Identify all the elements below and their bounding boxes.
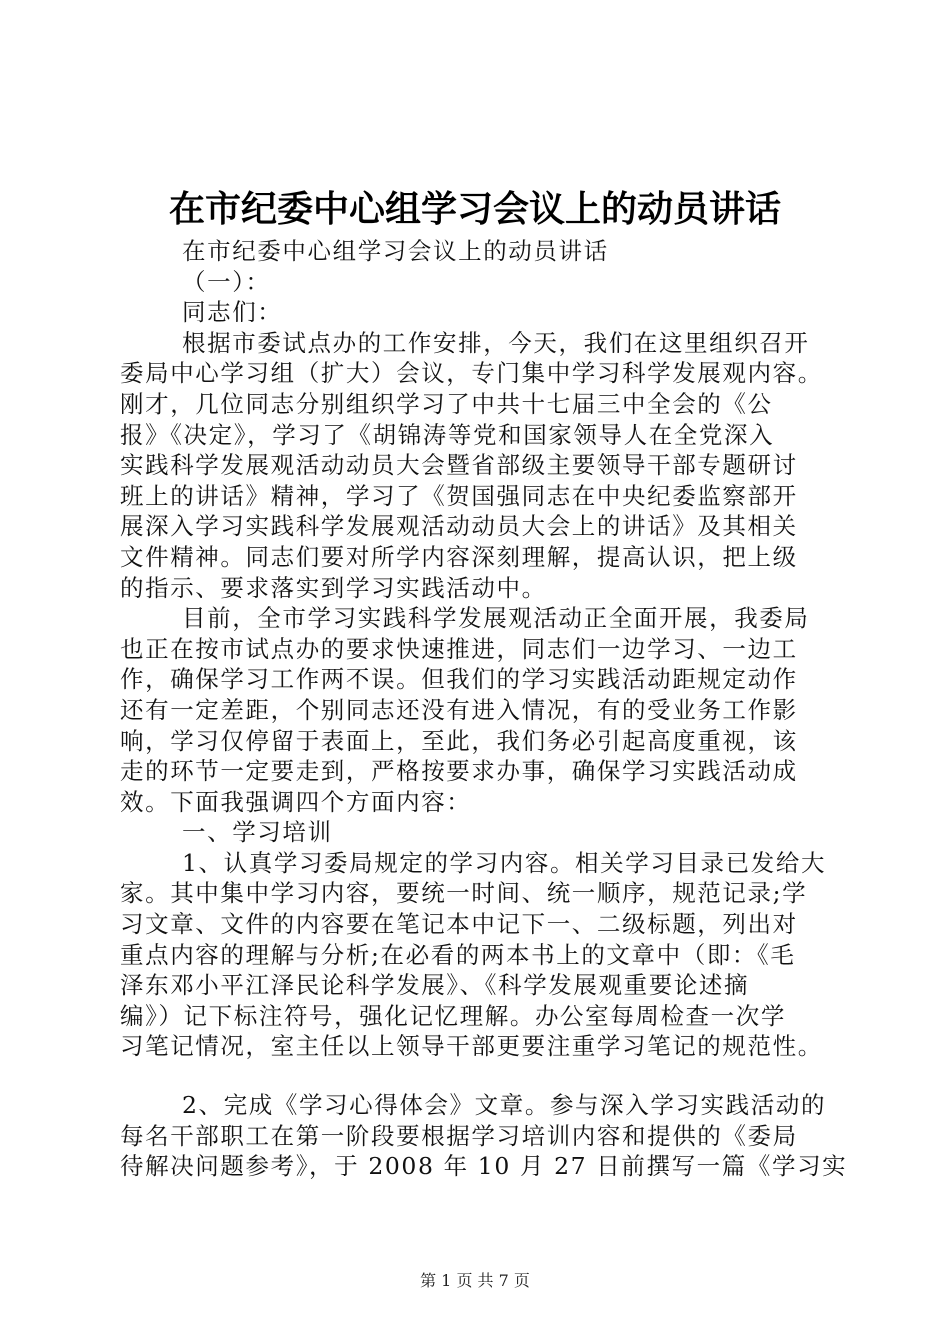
text-line: 重点内容的理解与分析;在必看的两本书上的文章中（即：《毛 [120,940,796,969]
text-line: 班上的讲话》精神，学习了《贺国强同志在中央纪委监察部开 [120,481,798,510]
text-line: 泽东邓小平江泽民论科学发展》、《科学发展观重要论述摘 [120,971,750,1000]
text-line: 在市纪委中心组学习会议上的动员讲话 [182,237,609,265]
text-line: 效。下面我强调四个方面内容： [120,787,472,816]
text-line: （一）： [182,267,271,296]
text-line: 1、认真学习委局规定的学习内容。相关学习目录已发给大 [182,848,827,877]
text-line: 委局中心学习组（扩大）会议，专门集中学习科学发展观内容。 [120,359,823,388]
text-line: 2、完成《学习心得体会》文章。参与深入学习实践活动的 [182,1091,827,1120]
text-line: 目前，全市学习实践科学发展观活动正全面开展，我委局 [182,604,810,633]
paragraph-gap [120,1062,832,1090]
text-line: 还有一定差距，个别同志还没有进入情况，有的受业务工作影 [120,695,798,724]
text-line: 每名干部职工在第一阶段要根据学习培训内容和提供的《委局 [120,1121,798,1150]
text-line: 同志们： [182,298,283,327]
document-title: 在市纪委中心组学习会议上的动员讲话 [168,189,781,230]
text-line: 编》）记下标注符号，强化记忆理解。办公室每周检查一次学 [120,1001,786,1030]
text-line: 根据市委试点办的工作安排，今天，我们在这里组织召开 [182,328,810,357]
text-line: 待解决问题参考》，于 2008 年 10 月 27 日前撰写一篇《学习实 [120,1152,848,1181]
text-line: 响，学习仅停留于表面上，至此，我们务必引起高度重视，该 [120,726,798,755]
text-line: 刚才，几位同志分别组织学习了中共十七届三中全会的《公 [120,389,773,418]
text-line: 习笔记情况，室主任以上领导干部更要注重学习笔记的规范性。 [120,1032,823,1061]
text-line: 文件精神。同志们要对所学内容深刻理解，提高认识，把上级 [120,542,798,571]
text-line: 展深入学习实践科学发展观活动动员大会上的讲话》及其相关 [120,512,798,541]
text-line: 也正在按市试点办的要求快速推进，同志们一边学习、一边工 [120,634,798,663]
text-line: 一、学习培训 [182,818,333,847]
text-line: 作，确保学习工作两不误。但我们的学习实践活动距规定动作 [120,665,798,694]
text-line: 走的环节一定要走到，严格按要求办事，确保学习实践活动成 [120,757,798,786]
text-line: 家。其中集中学习内容，要统一时间、统一顺序，规范记录;学 [120,879,808,908]
page-footer: 第 1 页 共 7 页 [420,1271,530,1290]
document-body [120,236,848,1182]
text-line: 实践科学发展观活动动员大会暨省部级主要领导干部专题研讨 [120,451,798,480]
text-line: 的指示、要求落实到学习实践活动中。 [120,573,547,602]
text-line: 报》《决定》，学习了《胡锦涛等党和国家领导人在全党深入 [120,420,775,449]
text-line: 习文章、文件的内容要在笔记本中记下一、二级标题，列出对 [120,910,798,939]
